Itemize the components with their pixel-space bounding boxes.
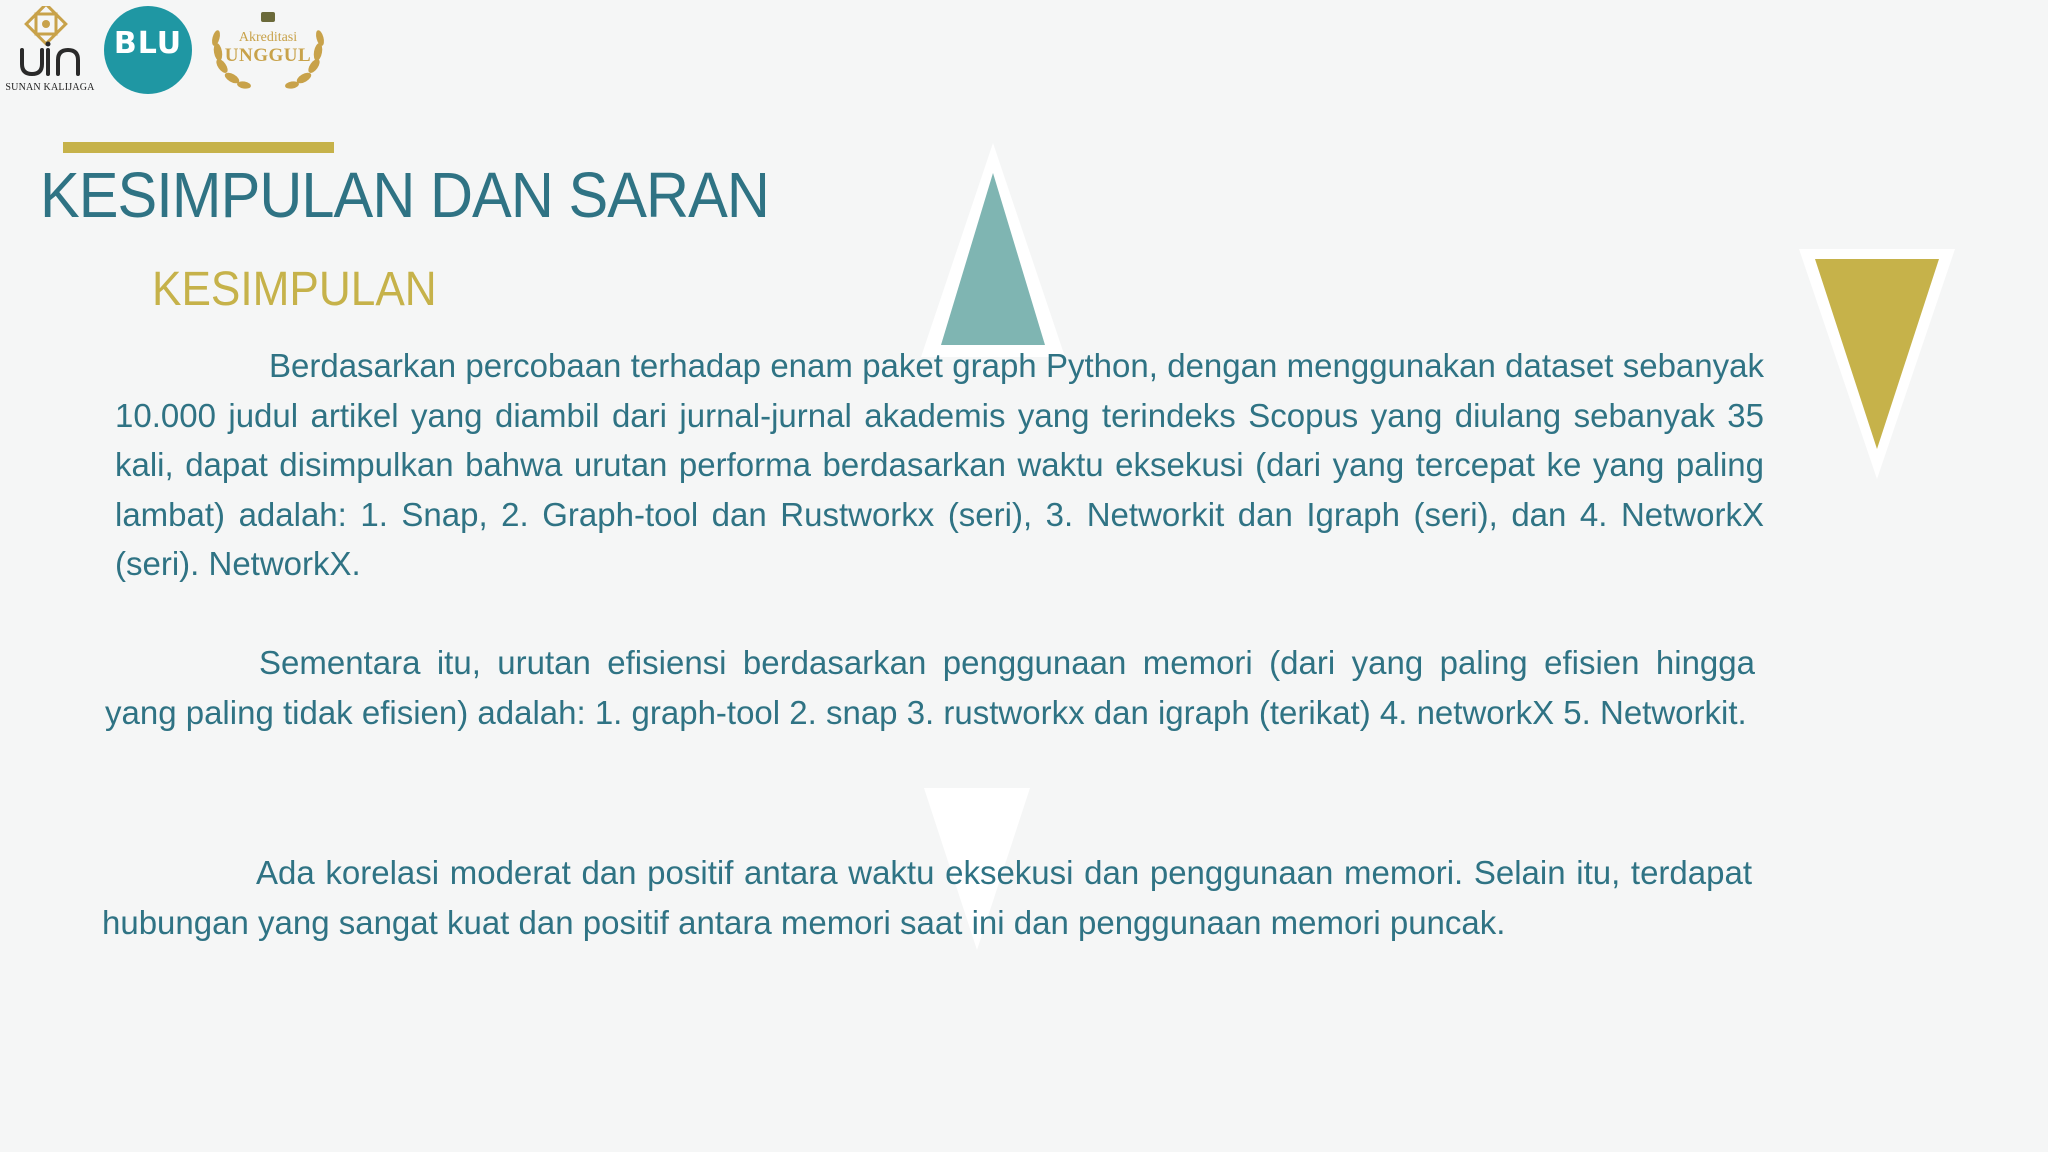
header-logos xyxy=(0,0,340,100)
uin-caption: SUNAN KALIJAGA xyxy=(5,82,95,93)
conclusion-paragraph-3 xyxy=(102,848,1752,947)
accreditation-main: UNGGUL xyxy=(224,45,312,66)
teal-up-triangle-decoration xyxy=(915,135,1071,365)
paragraph-2-text: Sementara itu, urutan efisiensi berdasarkan penggunaan memori (dari yang paling efisien hingga yang paling tidak efisien) adalah: 1. graph-tool 2. snap 3. rustworkx dan igraph (terikat) 4. networkX 5. Networkit. xyxy=(105,644,1755,731)
blu-logo-text: BLU xyxy=(113,26,183,61)
uin-logo xyxy=(2,6,94,96)
blu-logo xyxy=(104,6,192,94)
accreditation-logo xyxy=(204,8,332,94)
accreditation-label: Akreditasi xyxy=(238,30,298,45)
conclusion-paragraph-2 xyxy=(105,638,1755,737)
title-accent-bar xyxy=(63,142,334,153)
gold-down-triangle-decoration xyxy=(1795,243,1959,483)
paragraph-3-text: Ada korelasi moderat dan positif antara waktu eksekusi dan penggunaan memori. Selain itu, terdapat hubungan yang sangat kuat dan positif antara memori saat ini dan penggunaan memori puncak. xyxy=(102,854,1752,941)
section-subtitle: KESIMPULAN xyxy=(152,263,437,316)
conclusion-paragraph-1 xyxy=(115,341,1764,589)
paragraph-1-text: Berdasarkan percobaan terhadap enam paket graph Python, dengan menggunakan dataset sebanyak 10.000 judul artikel yang diambil dari jurnal-jurnal akademis yang terindeks Scopus yang diulang sebanyak 35 kali, dapat disimpulkan bahwa urutan performa berdasarkan waktu eksekusi (dari yang tercepat ke yang paling lambat) adalah: 1. Snap, 2. Graph-tool dan Rustworkx (seri), 3. Networkit dan Igraph (seri), dan 4. NetworkX (seri). NetworkX. xyxy=(115,347,1764,582)
uin-emblem-icon xyxy=(2,6,94,84)
slide-title: KESIMPULAN DAN SARAN xyxy=(40,159,769,231)
